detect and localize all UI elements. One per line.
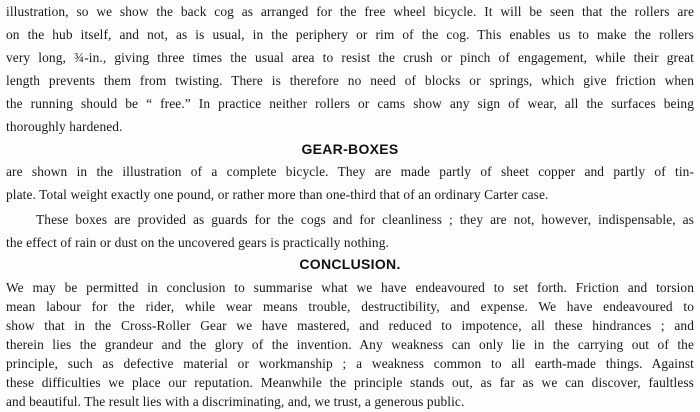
gear-boxes-heading: GEAR-BOXES xyxy=(301,141,399,157)
intro-line-3: very long, ¾-in., giving three times the usual area to resist the crush or pinch of engagement, while their great xyxy=(6,50,694,65)
conclusion-heading: CONCLUSION. xyxy=(299,256,401,272)
gear-boxes-p2-line-2: the effect of rain or dust on the uncovered gears is practically nothing. xyxy=(6,235,389,250)
gear-boxes-p1-line-1: are shown in the illustration of a complete bicycle. They are made partly of sheet copper and partly of tin- xyxy=(6,164,694,179)
intro-line-1: illustration, so we show the back cog as arranged for the free wheel bicycle. It will be seen that the rollers are xyxy=(6,4,694,19)
conclusion-line-6: these difficulties we place our reputation. Meanwhile the principle stands out, as far as we can discover, faultless xyxy=(6,375,694,390)
conclusion-line-1: We may be permitted in conclusion to summarise what we have endeavoured to set forth. Friction and torsion xyxy=(6,280,694,295)
intro-line-2: on the hub itself, and not, as is usual, in the periphery or rim of the cog. This enables us to make the rollers xyxy=(6,27,694,42)
conclusion-line-7: and beautiful. The result lies with a discriminating, and, we trust, a generous public. xyxy=(6,394,465,409)
intro-line-6: thoroughly hardened. xyxy=(6,119,123,134)
conclusion-line-3: show that in the Cross-Roller Gear we have mastered, and reduced to impotence, all these hindrances ; and xyxy=(6,318,694,333)
conclusion-line-2: mean labour for the rider, while wear means trouble, destructibility, and expense. We have endeavoured to xyxy=(6,299,694,314)
intro-line-5: the running should be “ free.” In practice neither rollers or cams show any sign of wear, all the surfaces being xyxy=(6,96,694,111)
conclusion-line-4: therein lies the grandeur and the glory of the invention. Any weakness can only lie in the carrying out of the xyxy=(6,337,694,352)
conclusion-line-5: principle, such as defective material or workmanship ; a weakness common to all earth-made things. Against xyxy=(6,356,694,371)
intro-line-4: length prevents them from twisting. There is therefore no need of blocks or springs, which give friction when xyxy=(6,73,694,88)
gear-boxes-p2-line-1: These boxes are provided as guards for the cogs and for cleanliness ; they are not, however, indispensable, as xyxy=(36,212,694,227)
gear-boxes-p1-line-2: plate. Total weight exactly one pound, or rather more than one-third that of an ordinary Carter case. xyxy=(6,187,549,202)
